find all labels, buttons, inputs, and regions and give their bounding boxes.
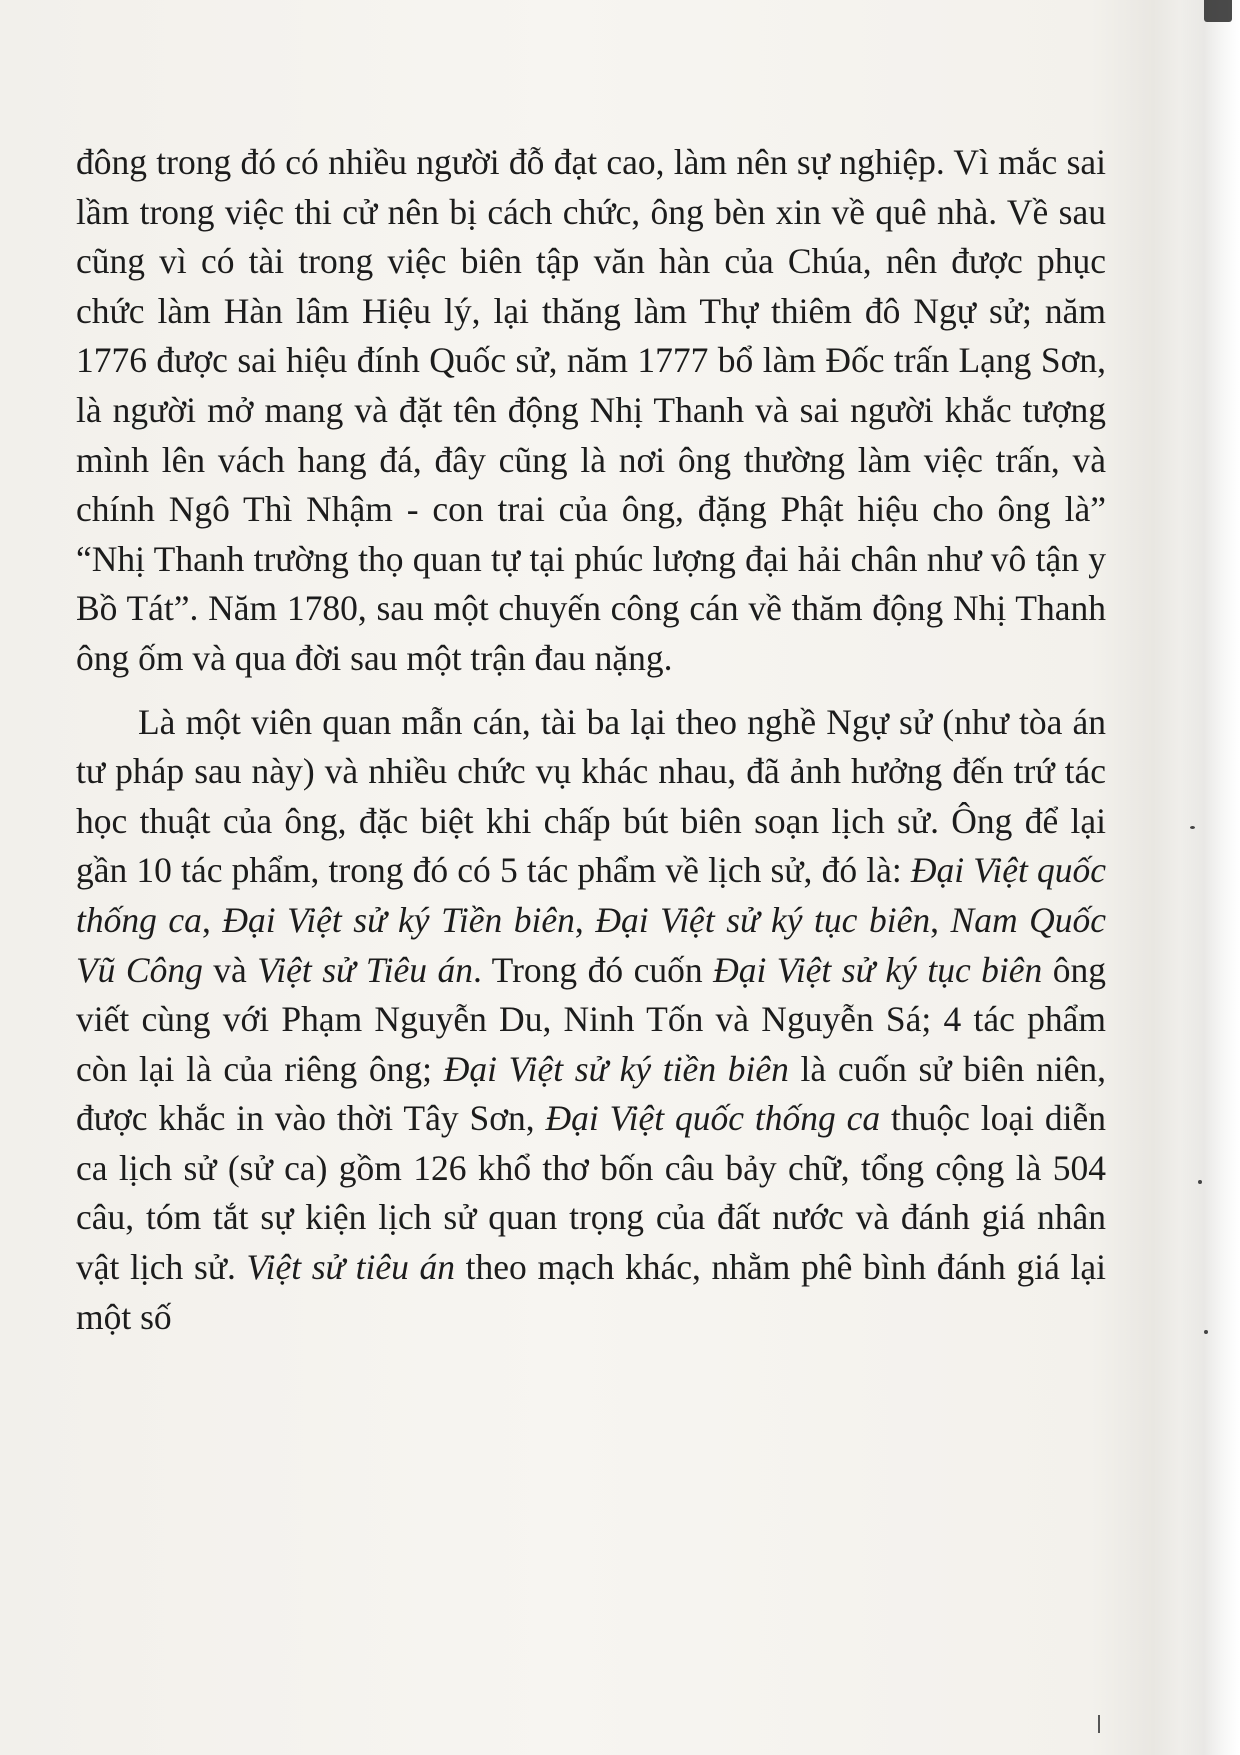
book-title: Đại Việt quốc thống ca [545,1098,881,1139]
book-title: Đại Việt sử ký Tiền biên [222,899,575,940]
paragraph-2-text: thuộc loại diễn ca lịch sử (sử ca) gồm 126 khổ thơ bốn câu bảy chữ, tổng cộng là 504 câu, tóm tắt sự kiện lịch sử quan trọng của đất nước và đánh giá nhân vật lịch sử. [76,1098,1106,1288]
scan-speck [1198,1180,1202,1184]
separator: , [930,899,951,940]
paragraph-2-text: theo mạch khác, nhằm phê bình đánh giá lại một số [76,1247,1106,1337]
paragraph-2 [76,698,1106,1343]
paragraph-2-text: Là một viên quan mẫn cán, tài ba lại theo nghề Ngự sử (như tòa án tư pháp sau này) và nhiều chức vụ khác nhau, đã ảnh hưởng đến trứ tác học thuật của ông, đặc biệt khi chấp bút biên soạn lịch sử. Ông để lại gần 10 tác phẩm, trong đó có 5 tác phẩm về lịch sử, đó là: [76,701,1106,891]
scan-mark [1098,1715,1100,1733]
body-text [76,138,1106,1342]
paragraph-2-text: . Trong đó cuốn [472,949,714,990]
book-title: Việt sử Tiêu án [257,949,473,990]
paragraph-1: đông trong đó có nhiều người đỗ đạt cao, làm nên sự nghiệp. Vì mắc sai lầm trong việc thi cử nên bị cách chức, ông bèn xin về quê nhà. Về sau cũng vì có tài trong việc biên tập văn hàn của Chúa, nên được phục chức làm Hàn lâm Hiệu lý, lại thăng làm Thự thiêm đô Ngự sử; năm 1776 được sai hiệu đính Quốc sử, năm 1777 bổ làm Đốc trấn Lạng Sơn, là người mở mang và đặt tên động Nhị Thanh và sai người khắc tượng mình lên vách hang đá, đây cũng là nơi ông thường làm việc trấn, và chính Ngô Thì Nhậm - con trai của ông, đặng Phật hiệu cho ông là” “Nhị Thanh trường thọ quan tự tại phúc lượng đại hải chân như vô tận y Bồ Tát”. Năm 1780, sau một chuyến công cán về thăm động Nhị Thanh ông ốm và qua đời sau một trận đau nặng. [76,142,1106,678]
book-title: Nam Quốc Vũ Công [76,899,1107,990]
corner-scan-artifact [1204,0,1232,22]
paragraph-2-text: ông viết cùng với Phạm Nguyễn Du, Ninh Tốn và Nguyễn Sá; 4 tác phẩm còn lại là của riêng ông; [76,949,1107,1089]
scan-speck [1204,1330,1208,1334]
page-edge-shadow [1180,0,1240,1755]
paragraph-2-text: là cuốn sử biên niên, được khắc in vào thời Tây Sơn, [76,1048,1106,1139]
separator: , [574,899,596,940]
scan-speck [1190,826,1195,829]
book-title: Đại Việt sử ký tục biên [595,899,931,940]
book-title: Đại Việt quốc thống ca [76,850,1107,940]
book-title: Việt sử tiêu án [246,1247,455,1288]
book-title: Đại Việt sử ký tục biên [713,949,1043,990]
conjunction: và [202,949,258,990]
separator: , [201,899,223,940]
book-title: Đại Việt sử ký tiền biên [443,1048,789,1089]
